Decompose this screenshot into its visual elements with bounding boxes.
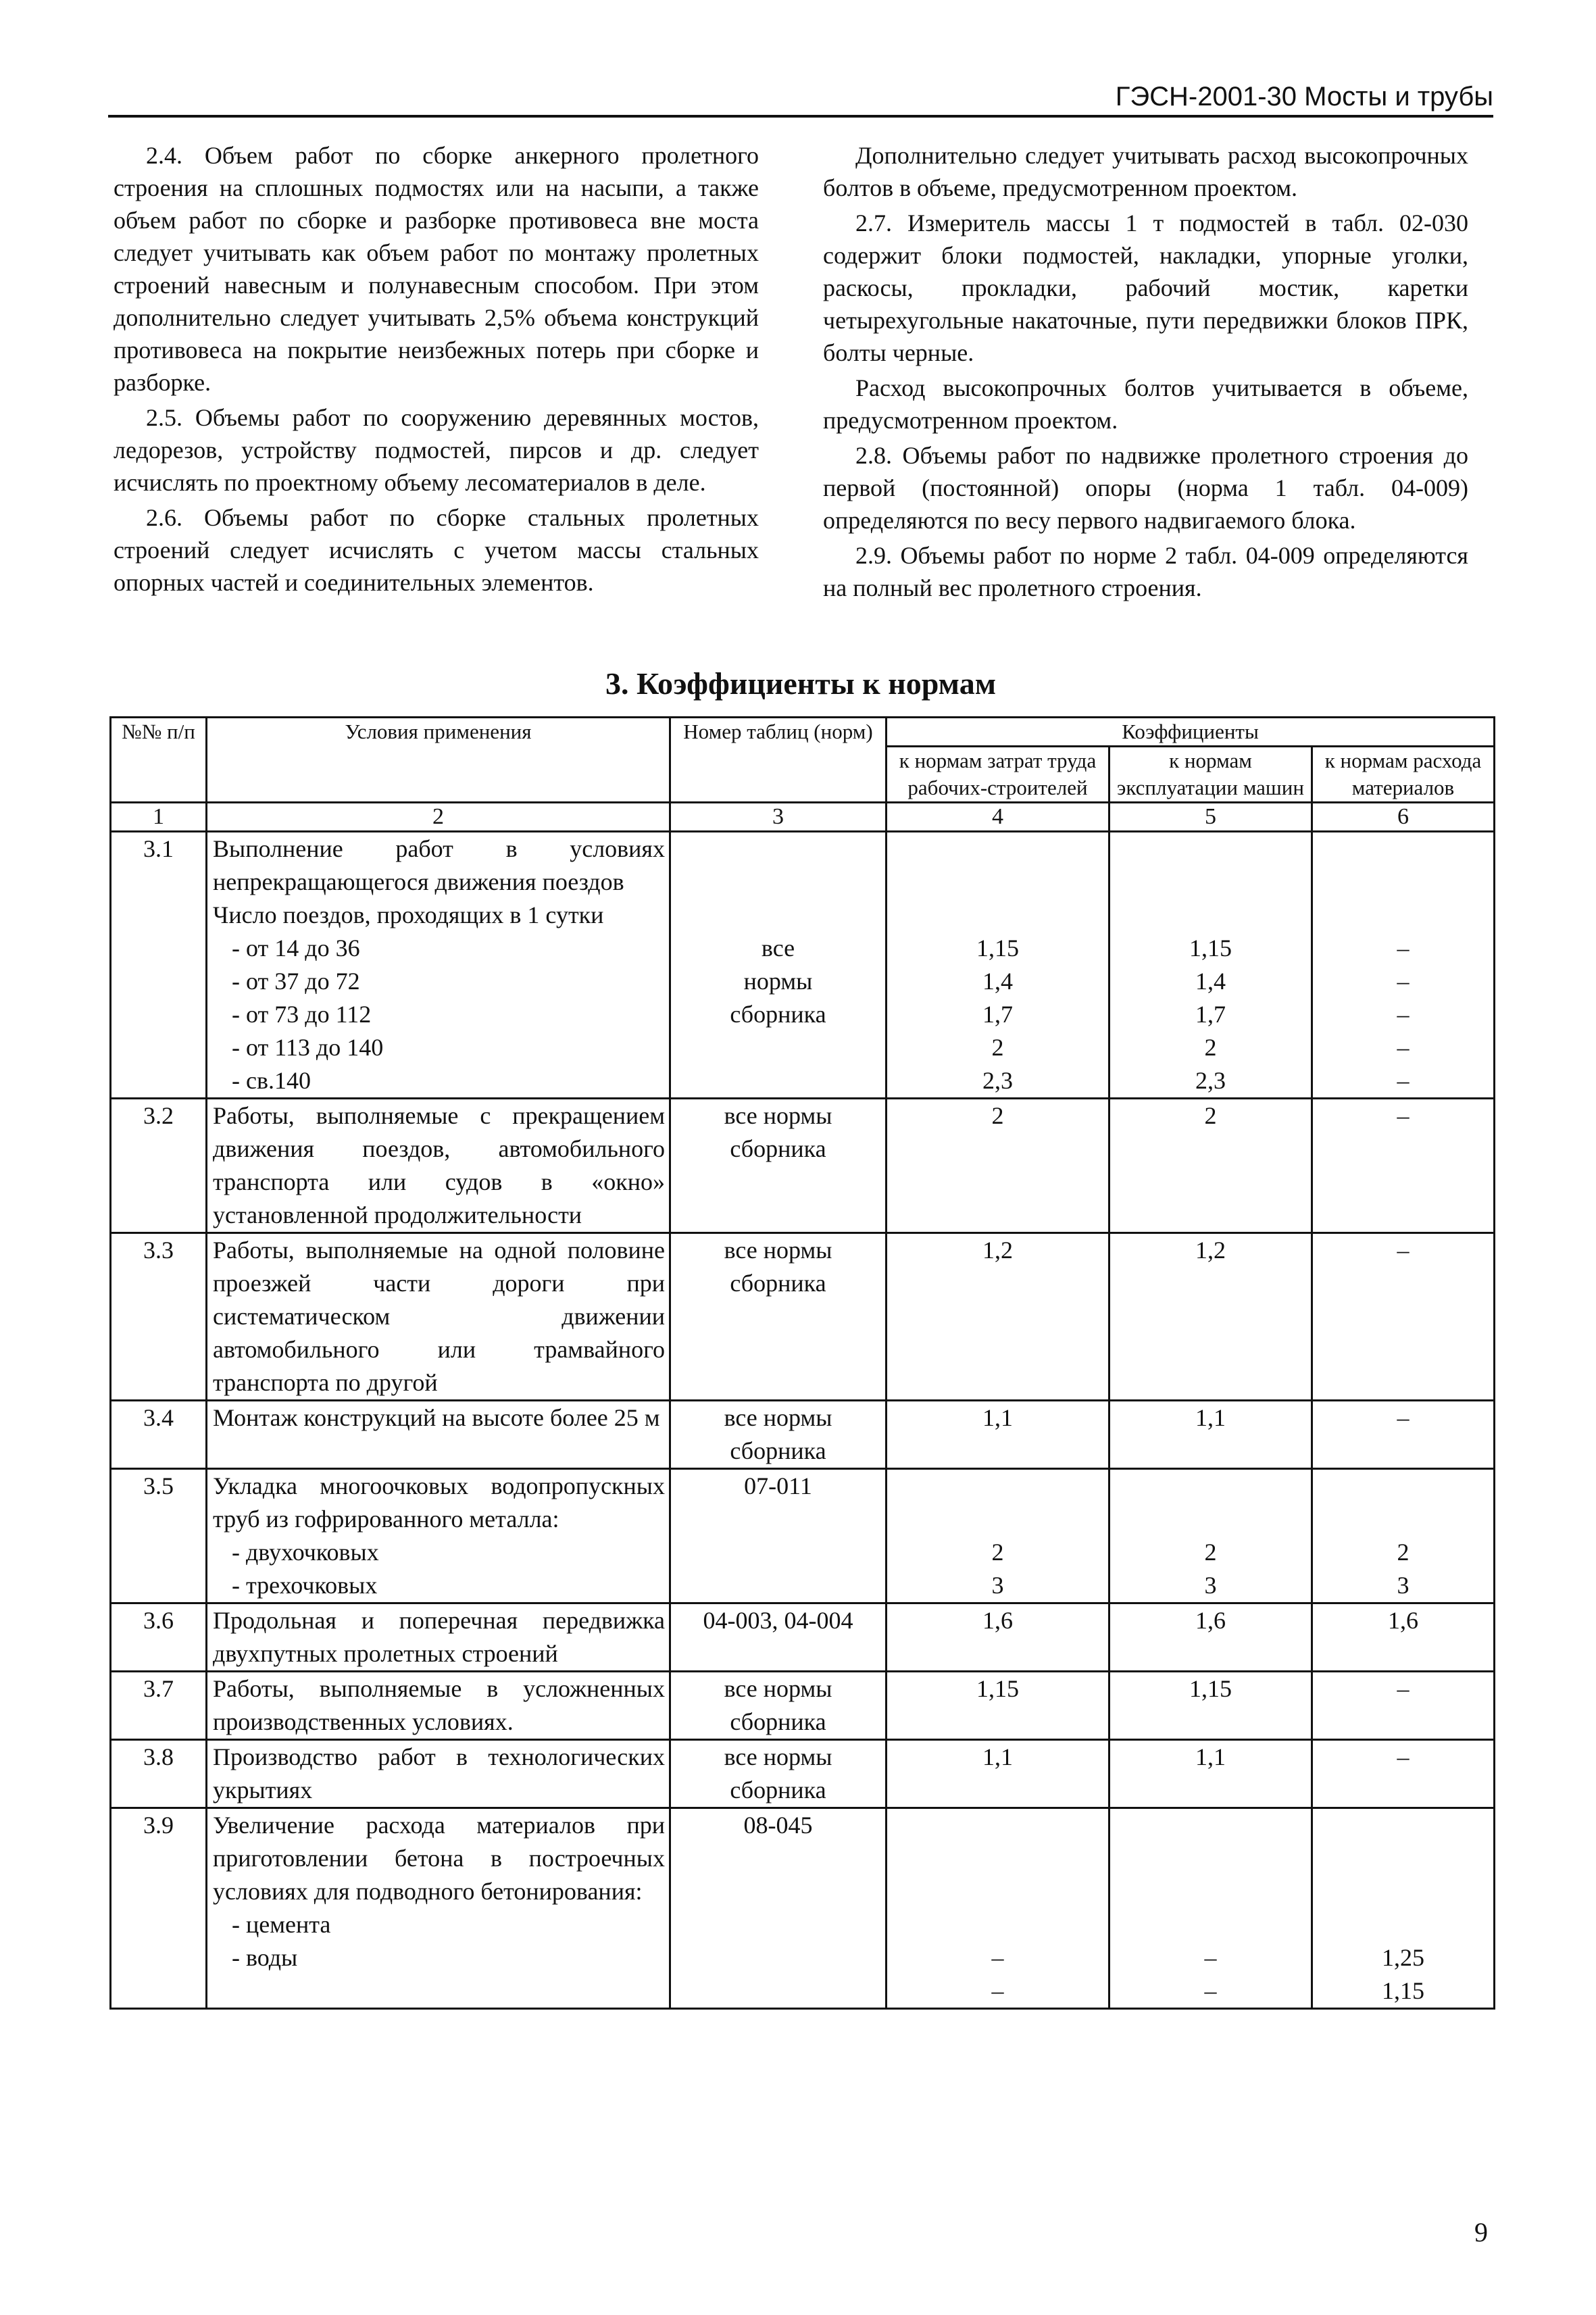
row-number: 3.6: [111, 1603, 207, 1672]
table-row: [111, 1603, 1495, 1672]
labor-value: 2,3: [982, 1067, 1013, 1094]
labor-value: 3: [991, 1572, 1004, 1599]
row-number: 3.2: [111, 1099, 207, 1233]
row-table-no: 07-011: [670, 1469, 887, 1603]
row-conditions: Производство работ в технологических укрытиях: [207, 1740, 670, 1808]
header-num: №№ п/п: [111, 718, 207, 803]
condition-subitem: - от 37 до 72: [232, 968, 360, 995]
running-header: [108, 80, 1493, 118]
table-row: [111, 832, 1495, 1099]
row-conditions: Монтаж конструкций на высоте более 25 м: [207, 1401, 670, 1469]
row-materials: [1312, 832, 1495, 1099]
machines-value: 1,7: [1195, 1001, 1226, 1028]
labor-value: 1,15: [976, 935, 1019, 962]
row-conditions: [207, 832, 670, 1099]
row-materials: –: [1312, 1099, 1495, 1233]
header-conditions: Условия применения: [207, 718, 670, 803]
row-table-no: все нормы сборника: [670, 1099, 887, 1233]
row-conditions: Работы, выполняемые на одной половине проезжей части дороги при систематическом движении автомобильного или трамвайного транспорта по другой: [207, 1233, 670, 1401]
row-machines: 1,1: [1109, 1740, 1312, 1808]
row-conditions: Работы, выполняемые в усложненных производственных условиях.: [207, 1672, 670, 1740]
header-materials: к нормам расхода материалов: [1312, 747, 1495, 803]
row-conditions: [207, 1469, 670, 1603]
labor-value: 2: [991, 1539, 1004, 1566]
condition-subitem: - св.140: [232, 1067, 311, 1094]
page-number: 9: [1474, 2217, 1488, 2247]
row-machines: [1109, 832, 1312, 1099]
row-table-no: [670, 832, 887, 1099]
condition-subitem: - воды: [232, 1944, 298, 1971]
materials-value: –: [1397, 1001, 1410, 1028]
condition-subitem: - от 73 до 112: [232, 1001, 372, 1028]
table-no-text: все: [761, 935, 795, 962]
condition-text: Число поездов, проходящих в 1 сутки: [213, 901, 604, 928]
labor-value: –: [991, 1944, 1004, 1971]
row-labor: 2: [887, 1099, 1109, 1233]
machines-value: –: [1204, 1977, 1217, 2004]
row-labor: [887, 832, 1109, 1099]
column-number: 3: [670, 803, 887, 832]
materials-value: –: [1397, 1034, 1410, 1061]
labor-value: 1,4: [982, 968, 1013, 995]
condition-subitem: - цемента: [232, 1911, 331, 1938]
condition-subitem: - трехочковых: [232, 1572, 378, 1599]
row-labor: [887, 1469, 1109, 1603]
table-no-text: сборника: [730, 1001, 826, 1028]
header-machines: к нормам эксплуатации машин: [1109, 747, 1312, 803]
coefficients-table: [109, 716, 1495, 2010]
materials-value: –: [1397, 935, 1410, 962]
machines-value: 2: [1204, 1539, 1217, 1566]
materials-value: 1,15: [1382, 1977, 1424, 2004]
paragraph-2-7: 2.7. Измеритель массы 1 т подмостей в табл. 02-030 содержит блоки подмостей, накладки, упорные уголки, раскосы, прокладки, рабочий мостик, каретки четырехугольные накаточные, пути передвижки блоков ПРК, болты черные.: [823, 209, 1468, 366]
row-materials: –: [1312, 1233, 1495, 1401]
condition-text: Увеличение расхода материалов при приготовлении бетона в построечных условиях для подводного бетонирования:: [213, 1812, 665, 1905]
table-row: [111, 1401, 1495, 1469]
row-machines: 1,1: [1109, 1401, 1312, 1469]
row-labor: 1,1: [887, 1401, 1109, 1469]
row-conditions: Продольная и поперечная передвижка двухпутных пролетных строений: [207, 1603, 670, 1672]
running-header-title: ГЭСН-2001-30 Мосты и трубы: [1115, 82, 1493, 111]
table-header-row: [111, 718, 1495, 747]
row-materials: 1,6: [1312, 1603, 1495, 1672]
table-row: [111, 1233, 1495, 1401]
row-labor: [887, 1808, 1109, 2009]
section-title: 3. Коэффициенты к нормам: [605, 666, 997, 701]
table-row: [111, 1099, 1495, 1233]
condition-subitem: - двухочковых: [232, 1539, 379, 1566]
row-machines: 1,15: [1109, 1672, 1312, 1740]
materials-value: –: [1397, 968, 1410, 995]
left-text-column: [114, 139, 759, 601]
row-number: 3.5: [111, 1469, 207, 1603]
row-machines: 1,6: [1109, 1603, 1312, 1672]
header-table-no: Номер таблиц (норм): [670, 718, 887, 803]
row-labor: 1,2: [887, 1233, 1109, 1401]
row-table-no: все нормы сборника: [670, 1401, 887, 1469]
row-labor: 1,1: [887, 1740, 1109, 1808]
condition-text: Укладка многоочковых водопропускных труб из гофрированного металла:: [213, 1472, 665, 1533]
row-table-no: 08-045: [670, 1808, 887, 2009]
condition-subitem: - от 113 до 140: [232, 1034, 384, 1061]
column-number: 4: [887, 803, 1109, 832]
paragraph-2-5: 2.5. Объемы работ по сооружению деревянных мостов, ледорезов, устройству подмостей, пирсов и др. следует исчислять по проектному объему лесоматериалов в деле.: [114, 404, 759, 496]
materials-value: –: [1397, 1067, 1410, 1094]
row-number: 3.8: [111, 1740, 207, 1808]
row-machines: [1109, 1808, 1312, 2009]
table-no-text: нормы: [743, 968, 813, 995]
header-labor: к нормам затрат труда рабочих-строителей: [887, 747, 1109, 803]
machines-value: 3: [1204, 1572, 1217, 1599]
row-number: 3.9: [111, 1808, 207, 2009]
materials-value: 1,25: [1382, 1944, 1424, 1971]
row-materials: –: [1312, 1401, 1495, 1469]
machines-value: –: [1204, 1944, 1217, 1971]
column-number: 1: [111, 803, 207, 832]
table-row: [111, 1740, 1495, 1808]
row-number: 3.3: [111, 1233, 207, 1401]
row-number: 3.1: [111, 832, 207, 1099]
table-row: [111, 1672, 1495, 1740]
condition-subitem: - от 14 до 36: [232, 935, 360, 962]
row-machines: 1,2: [1109, 1233, 1312, 1401]
column-numbers-row: [111, 803, 1495, 832]
row-materials: [1312, 1808, 1495, 2009]
labor-value: –: [991, 1977, 1004, 2004]
row-materials: [1312, 1469, 1495, 1603]
paragraph-bolts-consumption: Расход высокопрочных болтов учитывается в объеме, предусмотренном проектом.: [823, 374, 1468, 434]
row-table-no: все нормы сборника: [670, 1672, 887, 1740]
labor-value: 2: [991, 1034, 1004, 1061]
row-labor: 1,15: [887, 1672, 1109, 1740]
column-number: 2: [207, 803, 670, 832]
row-materials: –: [1312, 1672, 1495, 1740]
column-number: 5: [1109, 803, 1312, 832]
header-coefficients: Коэффициенты: [887, 718, 1495, 747]
machines-value: 2,3: [1195, 1067, 1226, 1094]
row-conditions: Работы, выполняемые с прекращением движения поездов, автомобильного транспорта или судов в «окно» установленной продолжительности: [207, 1099, 670, 1233]
row-number: 3.7: [111, 1672, 207, 1740]
table-row: [111, 1469, 1495, 1603]
machines-value: 1,4: [1195, 968, 1226, 995]
table-row: [111, 1808, 1495, 2009]
row-conditions: [207, 1808, 670, 2009]
materials-value: 3: [1397, 1572, 1410, 1599]
column-number: 6: [1312, 803, 1495, 832]
machines-value: 2: [1204, 1034, 1217, 1061]
paragraph-bolts-note: Дополнительно следует учитывать расход высокопрочных болтов в объеме, предусмотренном проектом.: [823, 142, 1468, 201]
row-machines: 2: [1109, 1099, 1312, 1233]
row-number: 3.4: [111, 1401, 207, 1469]
condition-text: Выполнение работ в условиях непрекращающегося движения поездов: [213, 835, 665, 895]
row-table-no: 04-003, 04-004: [670, 1603, 887, 1672]
materials-value: 2: [1397, 1539, 1410, 1566]
right-text-column: [823, 139, 1468, 607]
row-table-no: все нормы сборника: [670, 1233, 887, 1401]
paragraph-2-4: 2.4. Объем работ по сборке анкерного пролетного строения на сплошных подмостях или на насыпи, а также объем работ по сборке и разборке противовеса вне моста следует учитывать как объем работ по монтажу пролетных строений навесным и полунавесным способом. При этом дополнительно следует учитывать 2,5% объема конструкций противовеса на покрытие неизбежных потерь при сборке и разборке.: [114, 142, 759, 396]
labor-value: 1,7: [982, 1001, 1013, 1028]
row-labor: 1,6: [887, 1603, 1109, 1672]
paragraph-2-6: 2.6. Объемы работ по сборке стальных пролетных строений следует исчислять с учетом массы стальных опорных частей и соединительных элементов.: [114, 504, 759, 596]
row-table-no: все нормы сборника: [670, 1740, 887, 1808]
row-machines: [1109, 1469, 1312, 1603]
machines-value: 1,15: [1189, 935, 1232, 962]
paragraph-2-9: 2.9. Объемы работ по норме 2 табл. 04-009 определяются на полный вес пролетного строения.: [823, 542, 1468, 601]
paragraph-2-8: 2.8. Объемы работ по надвижке пролетного строения до первой (постоянной) опоры (норма 1 табл. 04-009) определяются по весу первого надвигаемого блока.: [823, 442, 1468, 534]
row-materials: –: [1312, 1740, 1495, 1808]
